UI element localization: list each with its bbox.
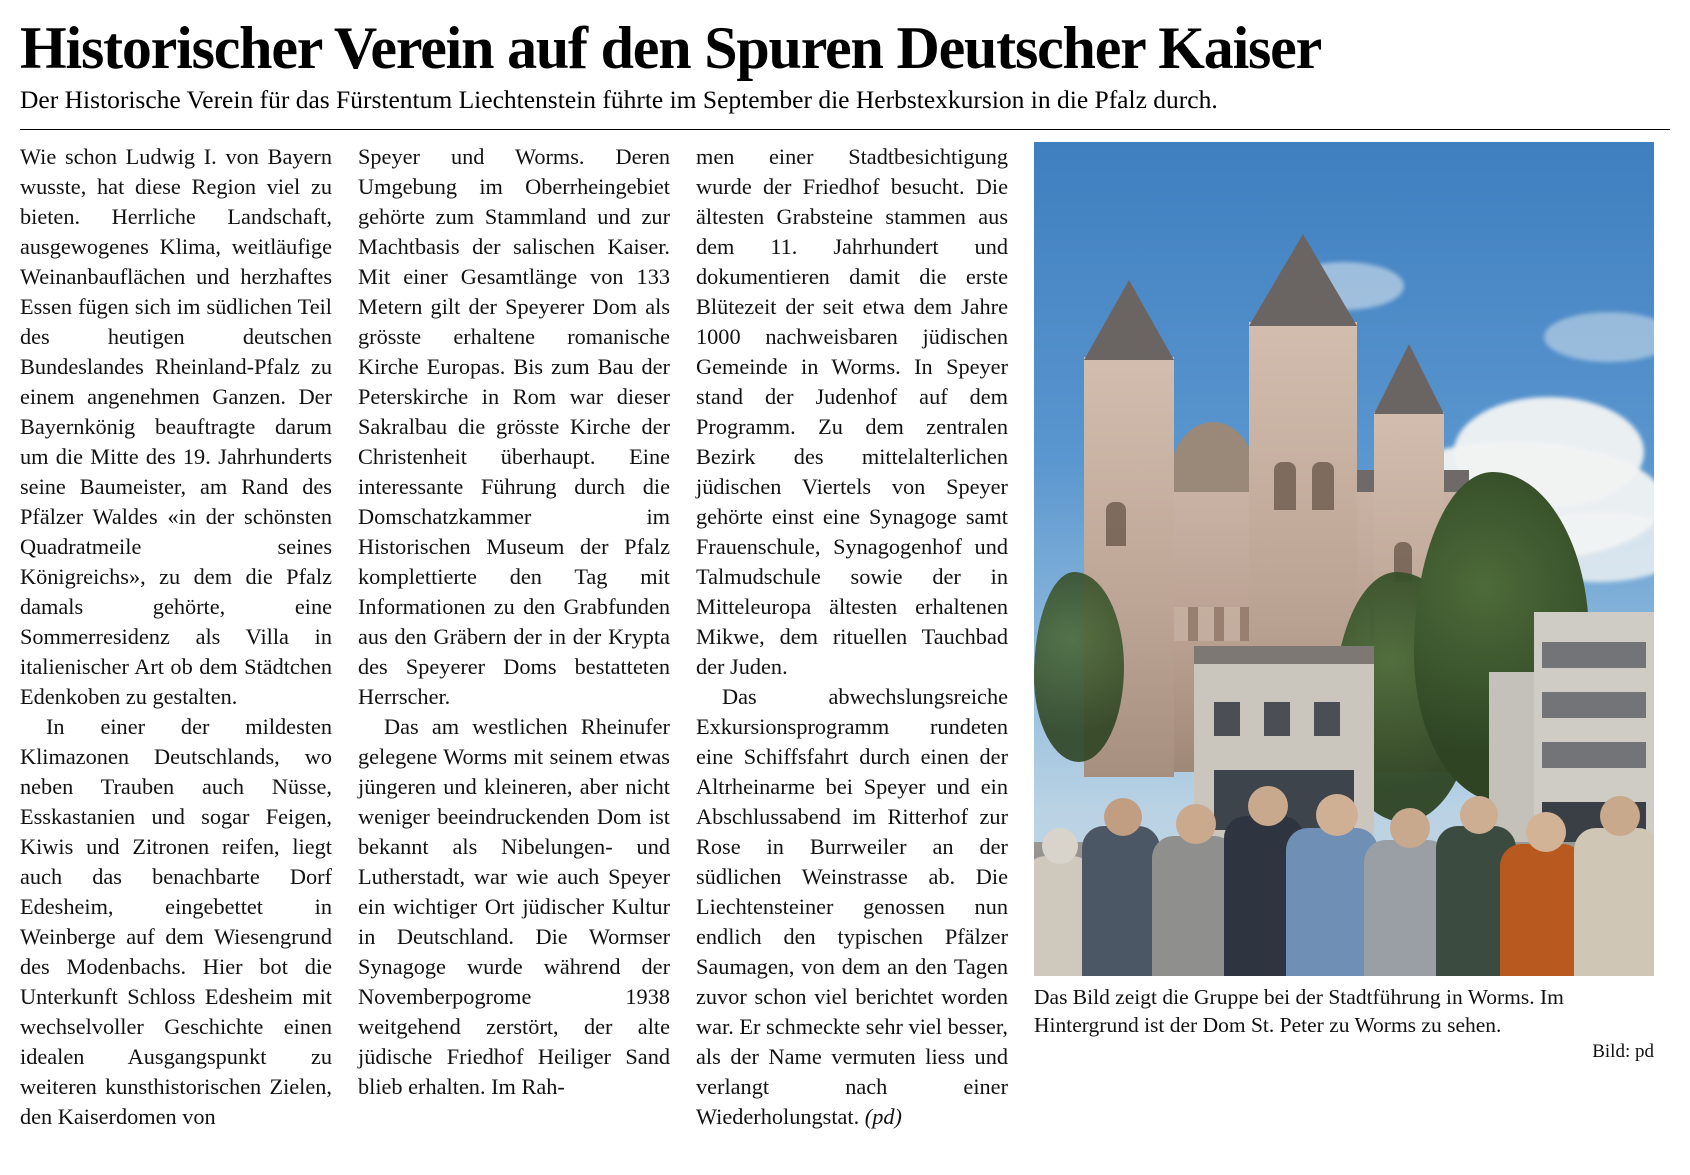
- cathedral-spire: [1249, 234, 1357, 326]
- person-head: [1176, 804, 1216, 844]
- article-figure: [1034, 142, 1654, 1131]
- person-head: [1600, 796, 1640, 836]
- cathedral-window: [1106, 502, 1126, 546]
- column-1: [20, 142, 358, 1131]
- person-head: [1104, 798, 1142, 836]
- building-window: [1314, 702, 1340, 736]
- article-body: [20, 142, 1670, 1131]
- building-roof: [1194, 646, 1374, 664]
- cathedral-window: [1312, 462, 1334, 510]
- person: [1574, 828, 1654, 976]
- person-head: [1042, 828, 1078, 864]
- paragraph: Wie schon Ludwig I. von Bayern wusste, hat diese Region viel zu bieten. Herrliche Landschaft, ausgewogenes Klima, weitläufige Weinanbauflächen und herzhaftes Essen fügen sich im südlichen Teil des heutigen deutschen Bundeslandes Rheinland-Pfalz zu einem angenehmen Ganzen. Der Bayernkönig beauftragte darum um die Mitte des 19. Jahrhunderts seine Baumeister, am Rand des Pfälzer Waldes «in der schönsten Quadratmeile seines Königreichs», zu dem die Pfalz damals gehörte, eine Sommerresidenz als Villa in italienischer Art ob dem Städtchen Edenkoben zu gestalten.: [20, 144, 332, 709]
- page-title: Historischer Verein auf den Spuren Deutscher Kaiser: [20, 15, 1322, 81]
- figure-credit: Bild: pd: [1592, 1041, 1654, 1063]
- person-head: [1248, 786, 1288, 826]
- paragraph: Speyer und Worms. Deren Umgebung im Oberrheingebiet gehörte zum Stammland und zur Machtbasis der salischen Kaiser. Mit einer Gesamtlänge von 133 Metern gilt der Speyerer Dom als grösste erhaltene romanische Kirche Europas. Bis zum Bau der Peterskirche in Rom war dieser Sakralbau die grösste Kirche der Christenheit überhaupt. Eine interessante Führung durch die Domschatzkammer im Historischen Museum der Pfalz komplettierte den Tag mit Informationen zu den Grabfunden aus den Gräbern der in der Krypta des Speyerer Doms bestatteten Herrscher.: [358, 144, 670, 709]
- column-2: [358, 142, 696, 1131]
- person-head: [1526, 812, 1566, 852]
- column-3: [696, 142, 1034, 1131]
- building-window: [1542, 642, 1646, 668]
- figure-caption: Das Bild zeigt die Gruppe bei der Stadtführung in Worms. Im Hintergrund ist der Dom St. Peter zu Worms zu sehen.: [1034, 985, 1564, 1037]
- paragraph-text: Das abwechslungsreiche Exkursionsprogramm rundeten eine Schiffsfahrt durch einen der Altrheinarme bei Speyer und ein Abschlussabend im Ritterhof zur Rose in Burrweiler an der südlichen Weinstrasse ab. Die Liechtensteiner genossen nun endlich den typischen Pfälzer Saumagen, von dem an den Tagen zuvor schon viel berichtet worden war. Er schmeckte sehr viel besser, als der Name vermuten liess und verlangt nach einer Wiederholungstat.: [696, 683, 1008, 1129]
- person-head: [1316, 794, 1358, 836]
- person-head: [1460, 796, 1498, 834]
- building-window: [1542, 742, 1646, 768]
- paragraph: [696, 682, 1008, 1132]
- tour-group: [1034, 782, 1654, 976]
- cathedral-spire: [1084, 280, 1174, 360]
- cathedral-dome: [1170, 422, 1256, 492]
- person-head: [1390, 808, 1430, 848]
- paragraph: men einer Stadtbesichtigung wurde der Friedhof besucht. Die ältesten Grabsteine stammen aus dem 11. Jahrhundert und dokumentieren damit die erste Blütezeit der seit etwa dem Jahre 1000 nachweisbaren jüdischen Gemeinde in Worms. In Speyer stand der Judenhof auf dem Programm. Zu dem zentralen Bezirk des mittelalterlichen jüdischen Viertels von Speyer gehörte einst eine Synagoge samt Frauenschule, Synagogenhof und Talmudschule sowie der in Mitteleuropa ältesten erhaltenen Mikwe, dem rituellen Tauchbad der Juden.: [696, 144, 1008, 679]
- author-signature: (pd): [864, 1103, 902, 1129]
- photo-worms-cathedral-group: [1034, 142, 1654, 976]
- header-divider: [20, 129, 1670, 130]
- cathedral-spire: [1374, 344, 1444, 414]
- building-window: [1214, 702, 1240, 736]
- paragraph: In einer der mildesten Klimazonen Deutschlands, wo neben Trauben auch Nüsse, Esskastanien und sogar Feigen, Kiwis und Zitronen reifen, liegt auch das benachbarte Dorf Edesheim, eingebettet in Weinberge auf dem Wiesengrund des Modenbachs. Hier bot die Unterkunft Schloss Edesheim mit wechselvoller Geschichte einen idealen Ausgangspunkt zu weiteren kunsthistorischen Zielen, den Kaiserdomen von: [20, 713, 332, 1129]
- person: [1082, 826, 1160, 976]
- paragraph: Das am westlichen Rheinufer gelegene Worms mit seinem etwas jüngeren und kleineren, aber nicht weniger beeindruckenden Dom ist bekannt als Nibelungen- und Lutherstadt, war wie auch Speyer ein wichtiger Ort jüdischer Kultur in Deutschland. Die Wormser Synagoge wurde während der Novemberpogrome 1938 weitgehend zerstört, der alte jüdische Friedhof Heiliger Sand blieb erhalten. Im Rah-: [358, 713, 670, 1099]
- person: [1500, 844, 1584, 976]
- building-window: [1542, 692, 1646, 718]
- building-window: [1264, 702, 1290, 736]
- subheadline: Der Historische Verein für das Fürstentum Liechtenstein führte im September die Herbstexkursion in die Pfalz durch.: [20, 85, 1218, 115]
- cathedral-window: [1274, 462, 1296, 510]
